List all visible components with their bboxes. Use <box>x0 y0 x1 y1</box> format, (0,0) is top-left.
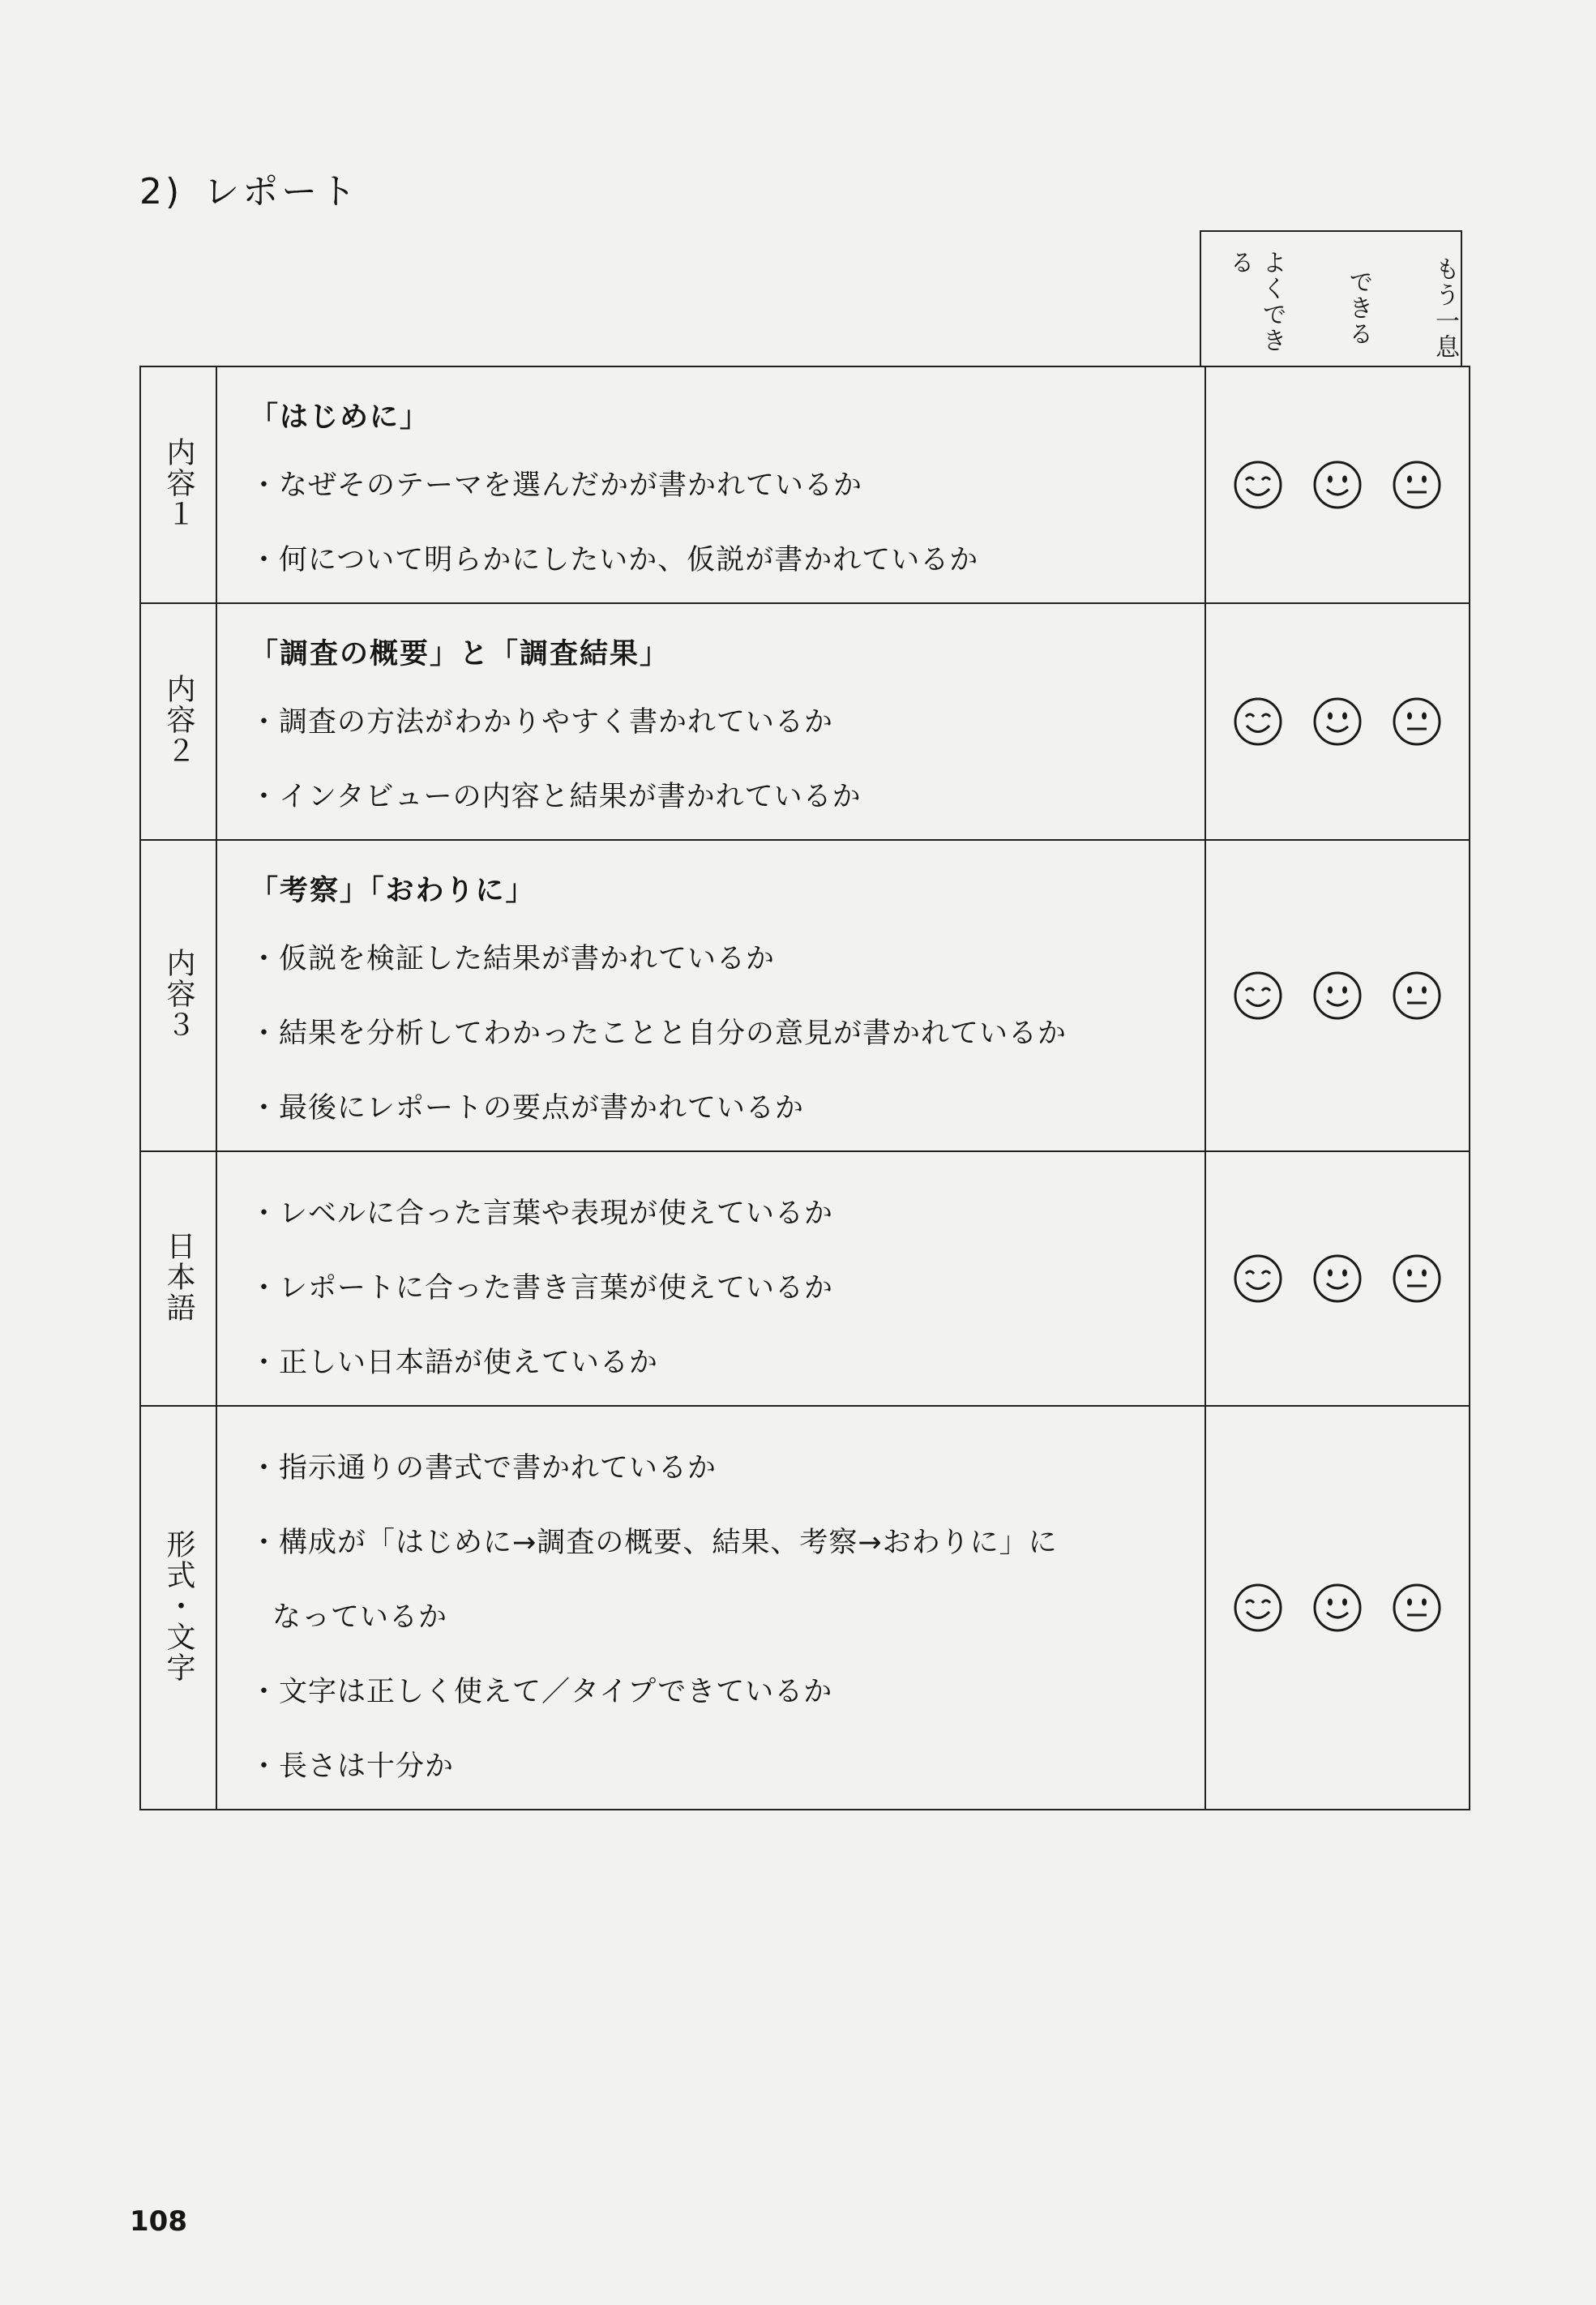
big-smile-face-icon[interactable] <box>1232 1253 1284 1305</box>
checklist-row <box>140 366 1470 603</box>
neutral-face-icon[interactable] <box>1391 970 1443 1022</box>
rating-header-almost: もう一息 <box>1431 256 1460 360</box>
criteria-heading: 「考察」「おわりに」 <box>250 875 536 907</box>
smile-face-icon[interactable] <box>1311 1582 1363 1634</box>
big-smile-face-icon[interactable] <box>1232 970 1284 1022</box>
smile-face-icon[interactable] <box>1311 459 1363 511</box>
criteria-cell <box>216 1151 1205 1406</box>
big-smile-face-icon[interactable] <box>1232 459 1284 511</box>
section-number: 2) <box>139 171 183 212</box>
criteria-item: ・文字は正しく使えて／タイプできているか <box>250 1676 833 1708</box>
self-check-table <box>139 366 1470 1810</box>
big-smile-face-icon[interactable] <box>1232 696 1284 748</box>
category-cell <box>140 1406 216 1810</box>
smile-face-icon[interactable] <box>1311 970 1363 1022</box>
neutral-face-icon[interactable] <box>1391 459 1443 511</box>
category-label: 内容２ <box>162 674 195 766</box>
rating-cell <box>1205 603 1470 840</box>
neutral-face-icon[interactable] <box>1391 696 1443 748</box>
checklist-row <box>140 840 1470 1151</box>
rating-cell <box>1205 1151 1470 1406</box>
criteria-cell <box>216 840 1205 1151</box>
criteria-item: ・インタビューの内容と結果が書かれているか <box>250 781 862 813</box>
category-cell <box>140 603 216 840</box>
neutral-face-icon[interactable] <box>1391 1582 1443 1634</box>
smile-face-icon[interactable] <box>1311 1253 1363 1305</box>
criteria-item: なっているか <box>272 1601 448 1634</box>
rating-cell <box>1205 1406 1470 1810</box>
criteria-heading: 「調査の概要」と「調査結果」 <box>250 638 670 671</box>
criteria-item: ・結果を分析してわかったことと自分の意見が書かれているか <box>250 1018 1068 1050</box>
category-label: 内容１ <box>162 437 195 529</box>
section-title <box>139 162 359 214</box>
criteria-item: ・なぜそのテーマを選んだかが書かれているか <box>250 469 863 502</box>
criteria-item: ・正しい日本語が使えているか <box>250 1347 659 1379</box>
category-label: 内容３ <box>162 948 195 1040</box>
rating-cell <box>1205 840 1470 1151</box>
checklist-row <box>140 1406 1470 1810</box>
criteria-item: ・最後にレポートの要点が書かれているか <box>250 1092 805 1125</box>
category-cell <box>140 366 216 603</box>
criteria-item: ・指示通りの書式で書かれているか <box>250 1452 717 1485</box>
criteria-item: ・レポートに合った書き言葉が使えているか <box>250 1272 834 1305</box>
neutral-face-icon[interactable] <box>1391 1253 1443 1305</box>
checklist-row <box>140 603 1470 840</box>
rating-header-good: できる <box>1344 269 1373 347</box>
criteria-item: ・レベルに合った言葉や表現が使えているか <box>250 1197 834 1230</box>
smile-face-icon[interactable] <box>1311 696 1363 748</box>
criteria-cell <box>216 1406 1205 1810</box>
criteria-item: ・仮説を検証した結果が書かれているか <box>250 943 776 975</box>
page-number: 108 <box>130 2205 187 2238</box>
criteria-cell <box>216 366 1205 603</box>
section-heading: レポート <box>203 171 360 212</box>
criteria-item: ・構成が「はじめに→調査の概要、結果、考察→おわりに」に <box>250 1527 1058 1559</box>
checklist-row <box>140 1151 1470 1406</box>
category-cell <box>140 840 216 1151</box>
rating-cell <box>1205 366 1470 603</box>
category-label: 日本語 <box>162 1231 195 1323</box>
category-cell <box>140 1151 216 1406</box>
category-label: 形式・文字 <box>162 1529 195 1683</box>
criteria-item: ・何について明らかにしたいか、仮説が書かれているか <box>250 544 979 576</box>
criteria-cell <box>216 603 1205 840</box>
rating-header <box>1200 230 1462 366</box>
big-smile-face-icon[interactable] <box>1232 1582 1284 1634</box>
criteria-item: ・調査の方法がわかりやすく書かれているか <box>250 706 834 739</box>
criteria-item: ・長さは十分か <box>250 1750 455 1783</box>
criteria-heading: 「はじめに」 <box>250 401 430 434</box>
rating-header-very-good: よくできる <box>1225 250 1286 353</box>
